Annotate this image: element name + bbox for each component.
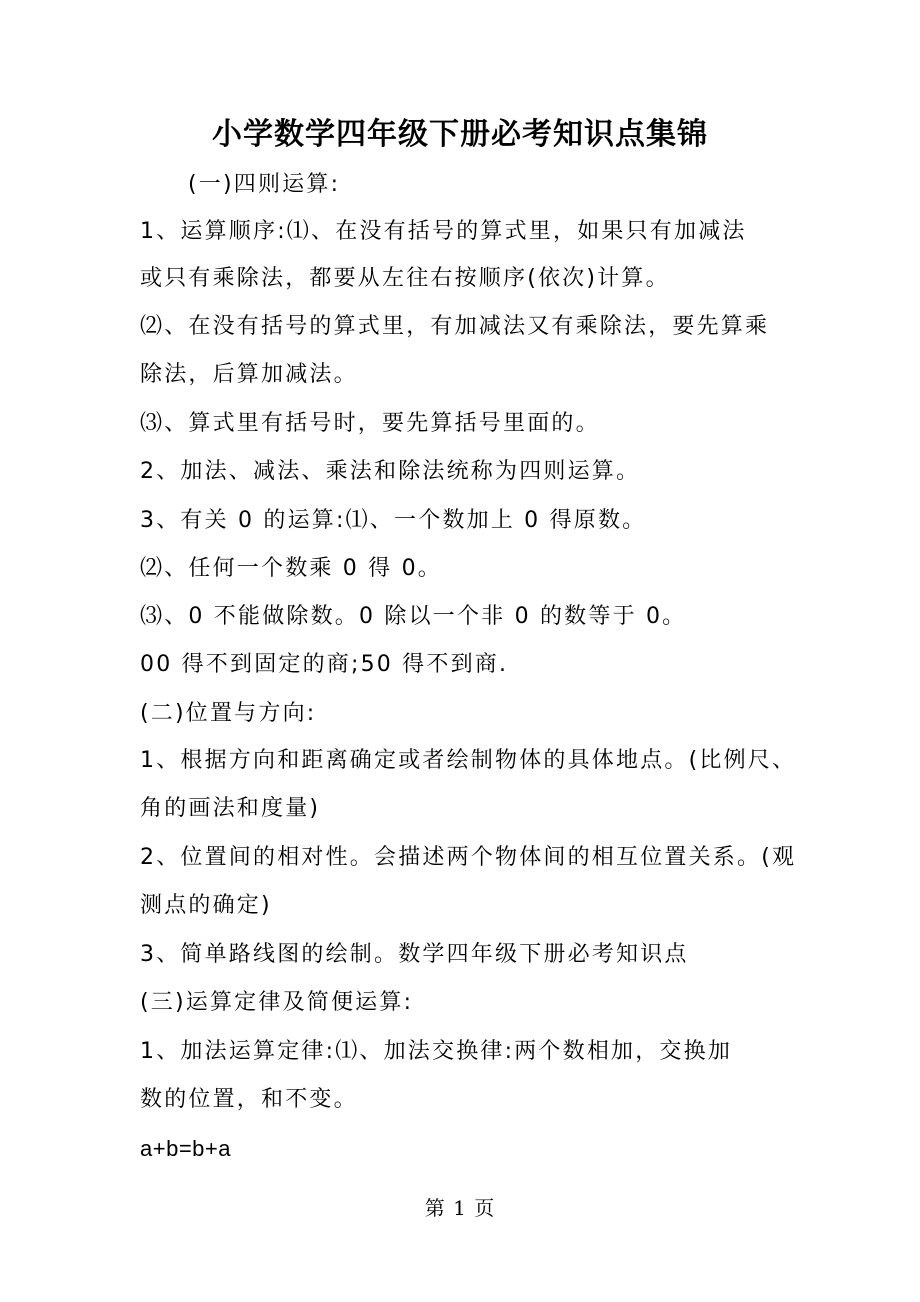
text-line: 2、位置间的相对性。会描述两个物体间的相互位置关系。(观: [140, 845, 797, 870]
text-line: 1、加法运算定律:⑴、加法交换律:两个数相加，交换加: [140, 1039, 733, 1064]
text-line: 3、简单路线图的绘制。数学四年级下册必考知识点: [140, 942, 689, 967]
text-line: 00 得不到固定的商;50 得不到商.: [140, 652, 509, 677]
text-line: 测点的确定): [140, 893, 272, 918]
text-line: 3、有关 0 的运算:⑴、一个数加上 0 得原数。: [140, 508, 647, 533]
text-line: 除法，后算加减法。: [140, 362, 358, 387]
formula-line: a+b=b+a: [140, 1136, 231, 1161]
text-line: 1、根据方向和距离确定或者绘制物体的具体地点。(比例尺、: [140, 748, 797, 773]
section-heading-position: (二)位置与方向:: [140, 701, 317, 726]
text-line: ⑶、算式里有括号时，要先算括号里面的。: [140, 411, 600, 436]
section-heading-laws: (三)运算定律及简便运算:: [140, 990, 414, 1015]
text-line: 数的位置，和不变。: [140, 1087, 358, 1112]
text-line: ⑵、任何一个数乘 0 得 0。: [140, 556, 442, 581]
text-line: ⑶、0 不能做除数。0 除以一个非 0 的数等于 0。: [140, 604, 687, 629]
document-title: 小学数学四年级下册必考知识点集锦: [212, 117, 708, 152]
page-number: 第 1 页: [424, 1196, 496, 1220]
text-line: 或只有乘除法，都要从左往右按顺序(依次)计算。: [140, 266, 670, 291]
text-line: 1、运算顺序:⑴、在没有括号的算式里，如果只有加减法: [140, 219, 747, 244]
section-heading-arithmetic: (一)四则运算:: [188, 172, 341, 197]
text-line: 角的画法和度量): [140, 796, 321, 821]
text-line: ⑵、在没有括号的算式里，有加减法又有乘除法，要先算乘: [140, 314, 770, 339]
text-line: 2、加法、减法、乘法和除法统称为四则运算。: [140, 459, 641, 484]
